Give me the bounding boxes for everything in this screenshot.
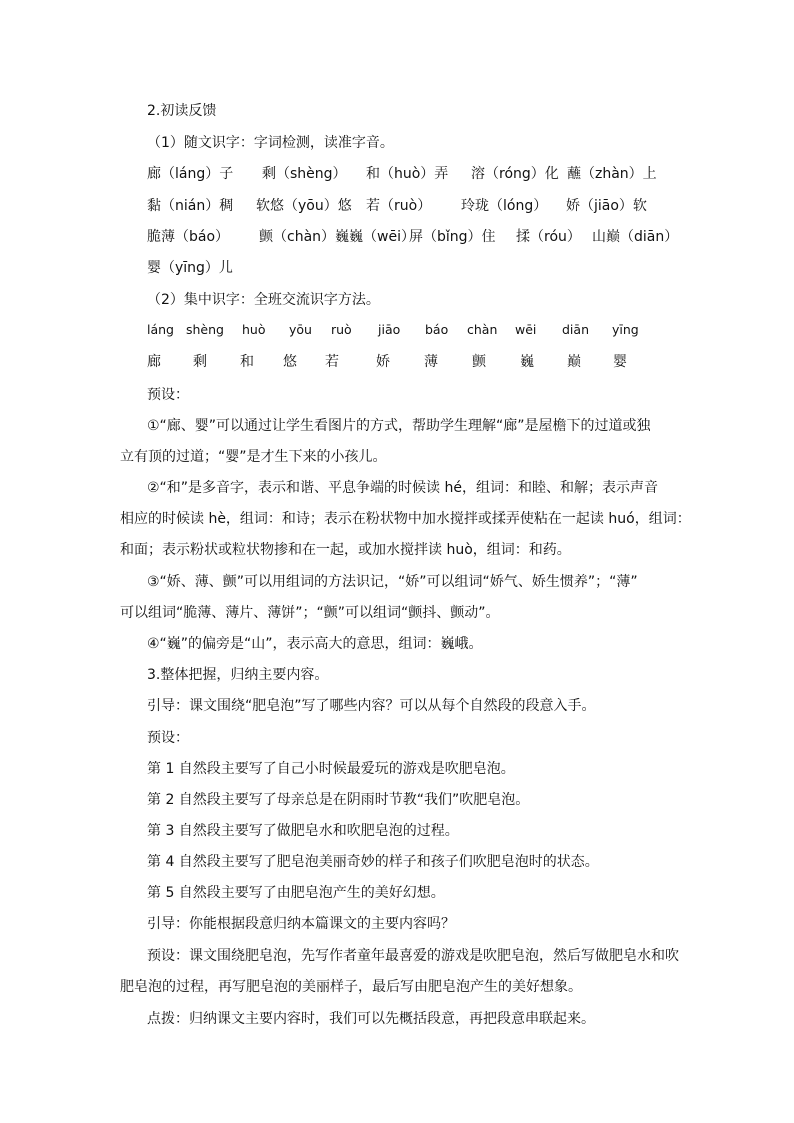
character-cell: 婴: [613, 354, 627, 370]
note-2-line-1: ②“和”是多音字，表示和谐、平息争端的时候读 hé，组词：和睦、和解；表示声音: [147, 480, 658, 496]
preset-label: 预设：: [147, 387, 189, 403]
character-cell: 悠: [283, 354, 297, 370]
tip: 点拨：归纳课文主要内容时，我们可以先概括段意，再把段意串联起来。: [147, 1011, 595, 1027]
pinyin-cell: yōu: [289, 322, 312, 337]
note-2-line-3: 和面；表示粉状或粒状物掺和在一起，或加水搅拌读 huò，组词：和药。: [120, 542, 571, 558]
character-cell: 巍: [520, 354, 534, 370]
pinyin-cell: láng: [147, 322, 174, 337]
section-2-item-1: （1）随文识字：字词检测，读准字音。: [147, 135, 394, 151]
word-entry: 和（huò）弄: [366, 166, 449, 182]
word-entry: 屏（bǐng）住: [409, 229, 496, 245]
pinyin-cell: chàn: [467, 322, 498, 337]
word-entry: 若（ruò）: [366, 198, 432, 214]
word-entry: 软悠（yōu）悠: [256, 198, 352, 214]
word-entry: 婴（yīng）儿: [147, 260, 233, 276]
pinyin-cell: ruò: [331, 322, 352, 337]
character-cell: 薄: [424, 354, 438, 370]
pinyin-cell: wēi: [515, 322, 537, 337]
pinyin-cell: shèng: [186, 322, 224, 337]
character-cell: 颤: [472, 354, 486, 370]
preset-3-line-1: 预设：课文围绕肥皂泡，先写作者童年最喜爱的游戏是吹肥皂泡，然后写做肥皂水和吹: [147, 948, 679, 964]
pinyin-cell: jiāo: [378, 322, 401, 337]
character-cell: 巅: [567, 354, 581, 370]
guide-2: 引导：你能根据段意归纳本篇课文的主要内容吗？: [147, 916, 455, 932]
pinyin-cell: diān: [562, 322, 589, 337]
paragraph-summary-2: 第 2 自然段主要写了母亲总是在阴雨时节教“我们”吹肥皂泡。: [147, 792, 530, 808]
character-cell: 娇: [376, 354, 390, 370]
word-entry: 黏（nián）稠: [147, 198, 234, 214]
character-cell: 若: [325, 354, 339, 370]
paragraph-summary-3: 第 3 自然段主要写了做肥皂水和吹肥皂泡的过程。: [147, 823, 459, 839]
word-entry: 揉（róu）: [516, 229, 581, 245]
preset-3-line-2: 肥皂泡的过程，再写肥皂泡的美丽样子，最后写由肥皂泡产生的美好想象。: [120, 979, 582, 995]
note-3-line-2: 可以组词“脆薄、薄片、薄饼”；“颤”可以组词“颤抖、颤动”。: [120, 605, 500, 621]
word-entry: 颤（chàn）巍巍（wēi）: [259, 229, 415, 245]
character-cell: 和: [240, 354, 254, 370]
pinyin-cell: báo: [425, 322, 449, 337]
word-entry: 山巅（diān）: [592, 229, 679, 245]
pinyin-cell: yīng: [612, 322, 639, 337]
word-entry: 娇（jiāo）软: [566, 198, 647, 214]
note-1-line-2: 立有顶的过道；“婴”是才生下来的小孩儿。: [120, 449, 387, 465]
word-entry: 玲珑（lóng）: [461, 198, 548, 214]
paragraph-summary-1: 第 1 自然段主要写了自己小时候最爱玩的游戏是吹肥皂泡。: [147, 761, 515, 777]
word-entry: 廊（láng）子: [147, 166, 234, 182]
word-entry: 溶（róng）化: [471, 166, 559, 182]
paragraph-summary-5: 第 5 自然段主要写了由肥皂泡产生的美好幻想。: [147, 885, 445, 901]
note-4-line-1: ④“巍”的偏旁是“山”，表示高大的意思，组词：巍峨。: [147, 636, 483, 652]
pinyin-cell: huò: [242, 322, 266, 337]
word-entry: 剩（shèng）: [262, 166, 347, 182]
section-3-title: 3.整体把握，归纳主要内容。: [147, 667, 329, 683]
note-3-line-1: ③“娇、薄、颤”可以用组词的方法识记，“娇”可以组词“娇气、娇生惯养”；“薄”: [147, 574, 638, 590]
word-entry: 蘸（zhàn）上: [567, 166, 657, 182]
word-entry: 脆薄（báo）: [147, 229, 230, 245]
note-1-line-1: ①“廊、婴”可以通过让学生看图片的方式，帮助学生理解“廊”是屋檐下的过道或独: [147, 418, 651, 434]
note-2-line-2: 相应的时候读 hè，组词：和诗；表示在粉状物中加水搅拌或揉弄使粘在一起读 huó，组词：: [120, 511, 691, 527]
section-2-title: 2.初读反馈: [147, 103, 217, 119]
character-cell: 剩: [193, 354, 207, 370]
character-cell: 廊: [147, 354, 161, 370]
paragraph-summary-4: 第 4 自然段主要写了肥皂泡美丽奇妙的样子和孩子们吹肥皂泡时的状态。: [147, 854, 599, 870]
guide-1: 引导：课文围绕“肥皂泡”写了哪些内容？可以从每个自然段的段意入手。: [147, 698, 596, 714]
preset-label-2: 预设：: [147, 730, 189, 746]
section-2-item-2: （2）集中识字：全班交流识字方法。: [147, 292, 380, 308]
